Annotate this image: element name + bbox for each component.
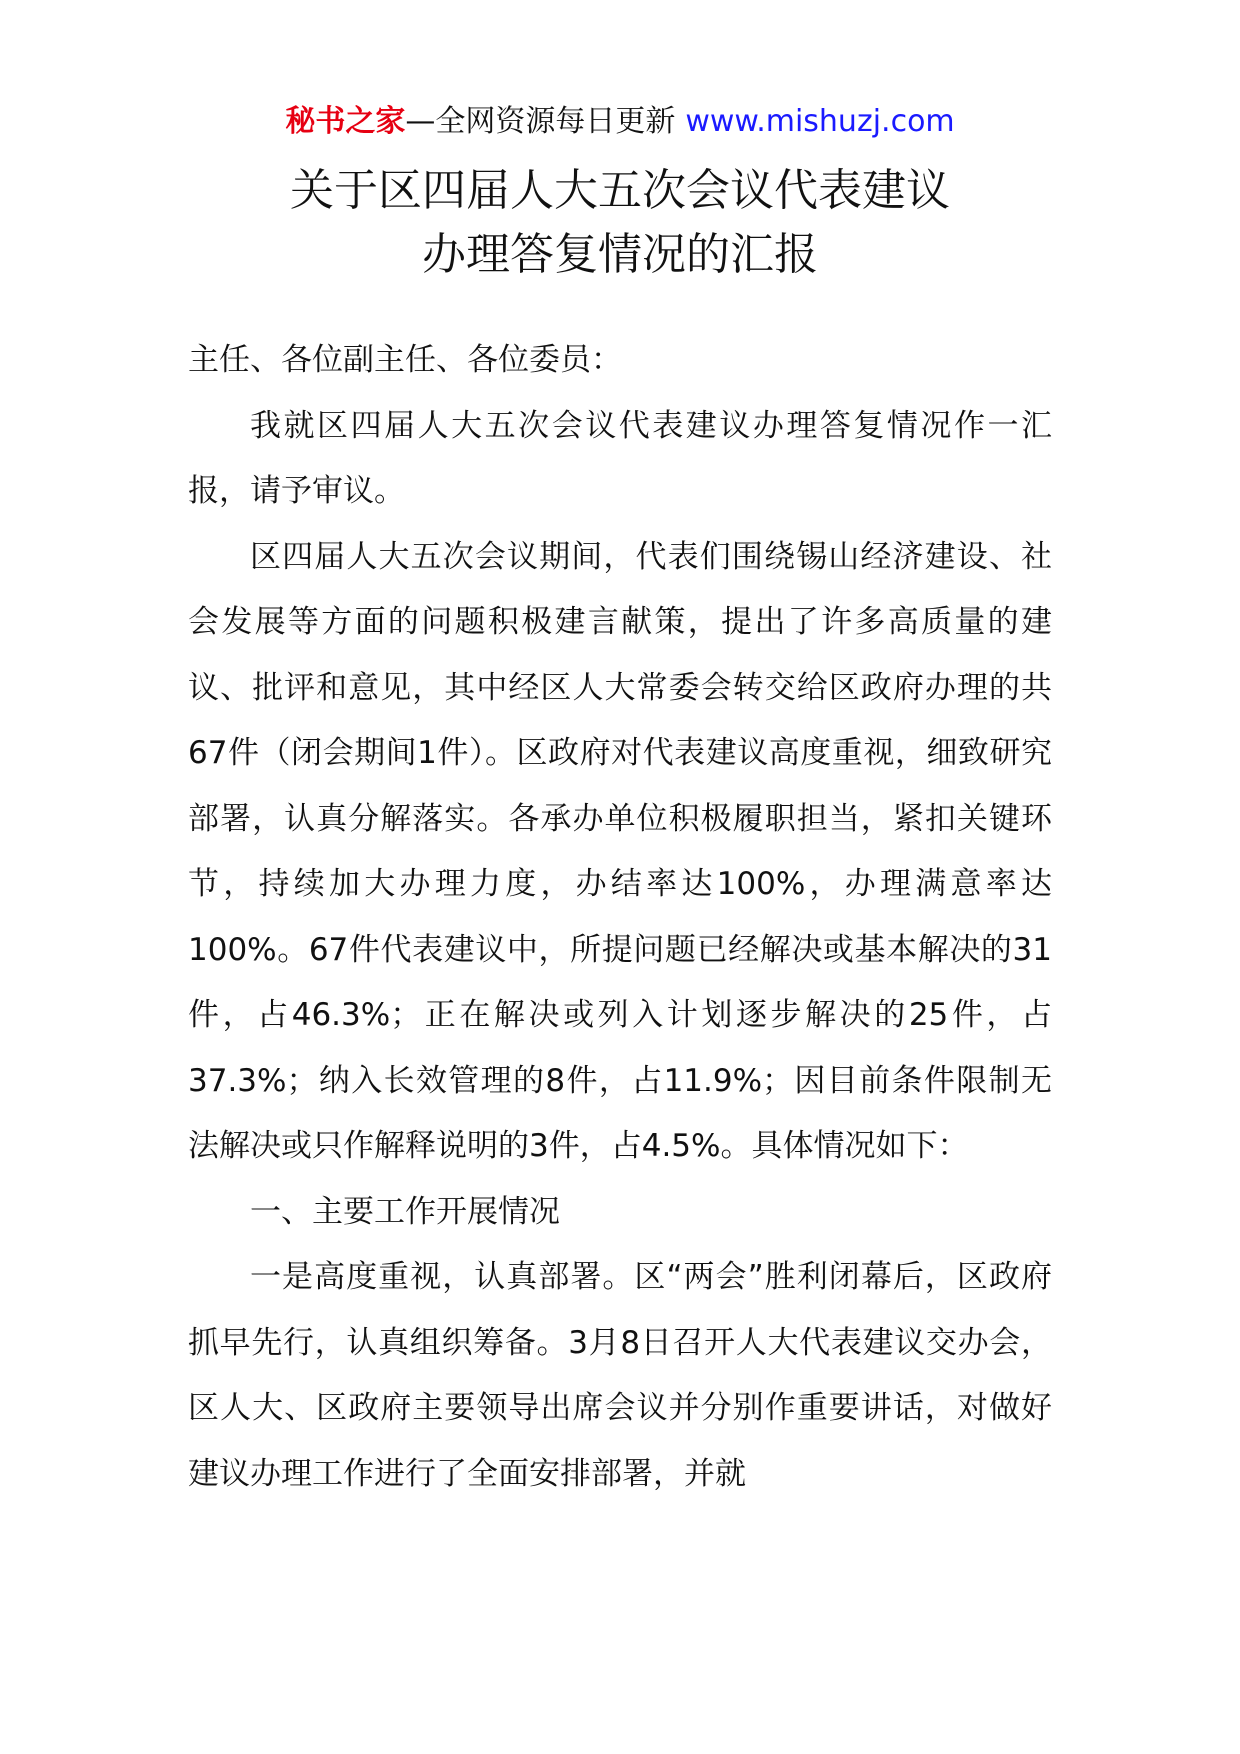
document-title-line-1: 关于区四届人大五次会议代表建议 — [290, 165, 950, 216]
site-header — [0, 100, 1240, 144]
document-title-line-2: 办理答复情况的汇报 — [422, 229, 818, 280]
paragraph-intro: 我就区四届人大五次会议代表建议办理答复情况作一汇报，请予审议。 — [188, 407, 1052, 509]
document-body — [188, 328, 1052, 1507]
header-tagline: —全网资源每日更新 — [405, 104, 676, 139]
paragraph-overview: 区四届人大五次会议期间，代表们围绕锡山经济建设、社会发展等方面的问题积极建言献策，提出了许多高质量的建议、批评和意见，其中经区人大常委会转交给区政府办理的共67件（闭会期间1件）。区政府对代表建议高度重视，细致研究部署，认真分解落实。各承办单位积极履职担当，紧扣关键环节，持续加大办理力度，办结率达100%，办理满意率达100%。67件代表建议中，所提问题已经解决或基本解决的31件，占46.3%；正在解决或列入计划逐步解决的25件，占37.3%；纳入长效管理的8件，占11.9%；因目前条件限制无法解决或只作解释说明的3件，占4.5%。具体情况如下： — [188, 538, 1052, 1164]
brand-name: 秘书之家 — [285, 104, 406, 139]
section-heading-1: 一、主要工作开展情况 — [250, 1193, 560, 1230]
site-link[interactable]: www.mishuzj.com — [685, 104, 955, 139]
salutation: 主任、各位副主任、各位委员： — [188, 342, 622, 378]
paragraph-work-1: 一是高度重视，认真部署。区“两会”胜利闭幕后，区政府抓早先行，认真组织筹备。3月8日召开人大代表建议交办会，区人大、区政府主要领导出席会议并分别作重要讲话，对做好建议办理工作进行了全面安排部署，并就 — [188, 1259, 1052, 1492]
